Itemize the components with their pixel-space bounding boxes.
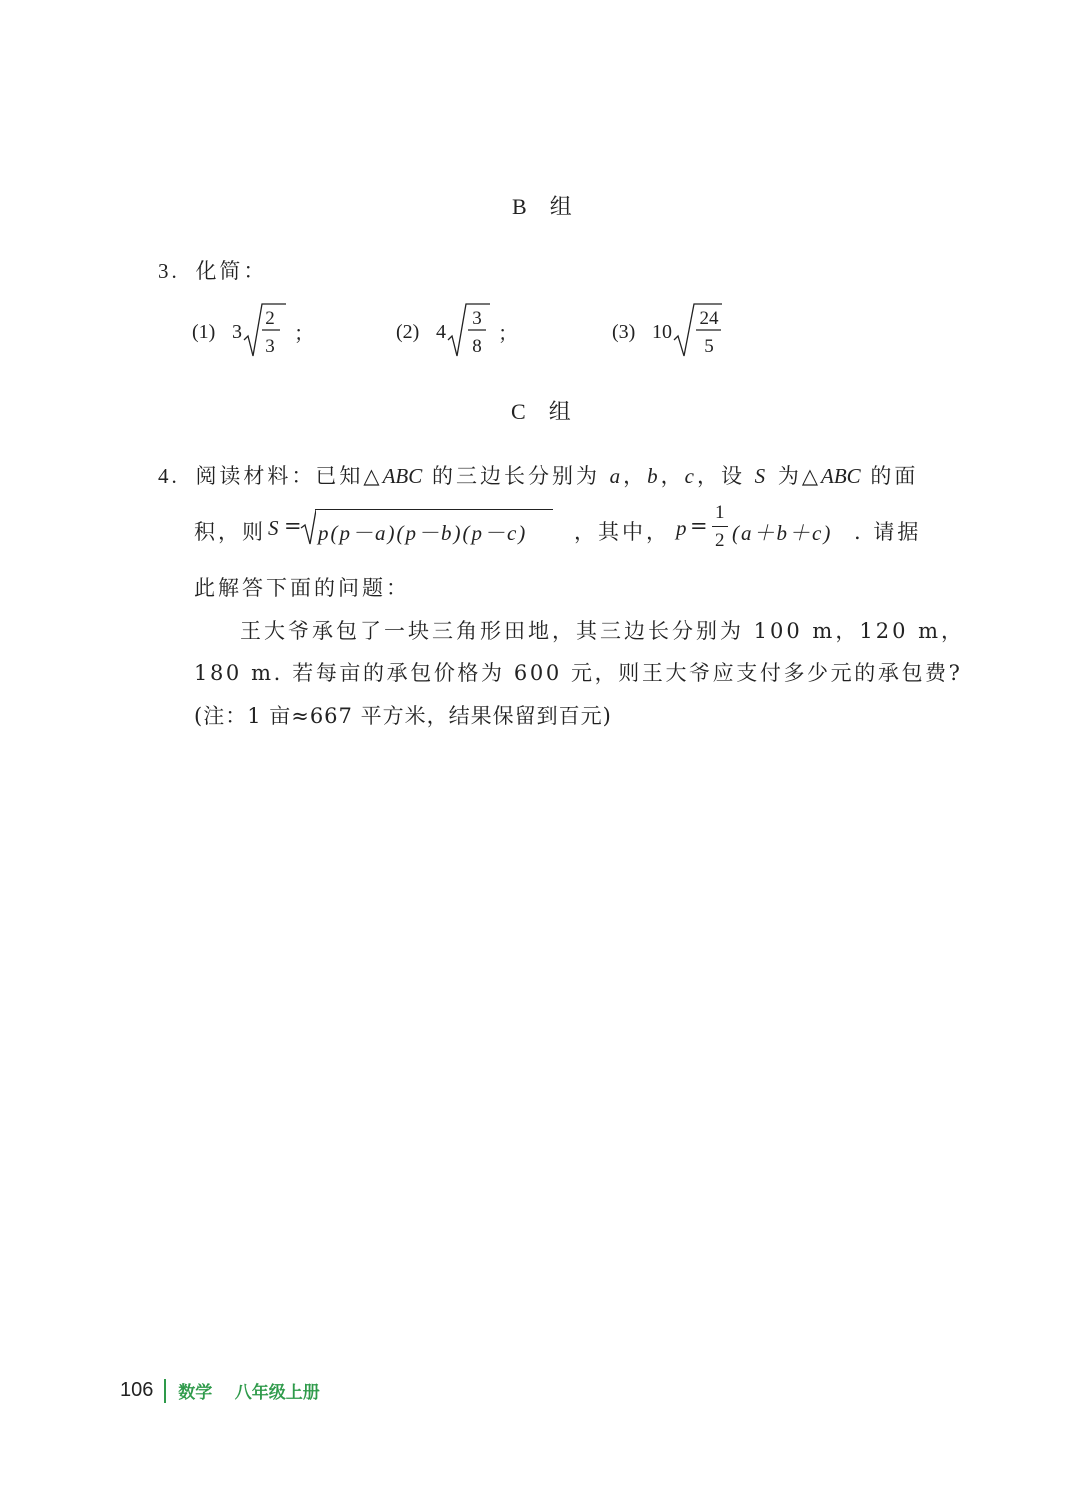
half-fraction-bar: [712, 526, 728, 527]
half-numerator: 1: [715, 502, 728, 523]
item-3-denominator: 5: [704, 336, 714, 357]
line-1-text-c: 的三边长分别为: [431, 464, 600, 488]
section-b-heading: [512, 190, 574, 221]
triangle-name-1: ABC: [382, 464, 423, 488]
equals-sign-2: =: [690, 514, 711, 538]
problem-4-line-1: [158, 460, 918, 490]
line-1-text-f: 的面: [870, 464, 919, 488]
section-c-title: 组: [548, 400, 573, 425]
heron-radical-sign: [300, 508, 316, 548]
line-1-text-a: 阅读材料：已知△: [195, 464, 383, 488]
comma-1: ，: [623, 464, 648, 488]
sum-expression: (a＋b＋c): [732, 521, 833, 545]
item-1-end: ；: [294, 323, 314, 345]
problem-3-prompt: 化简：: [195, 259, 268, 283]
var-c: c: [684, 464, 697, 488]
problem-4-paragraph-2: 180 m. 若每亩的承包价格为 600 元，则王大爷应支付多少元的承包费?: [194, 661, 963, 685]
item-2-denominator: 8: [472, 336, 482, 357]
var-b: b: [647, 464, 661, 488]
item-3-coef: 10: [652, 321, 672, 343]
page-number: 106: [120, 1379, 154, 1401]
comma-3: ，: [696, 464, 721, 488]
item-2-end: ；: [498, 323, 518, 345]
footer-subject: 数学: [178, 1383, 213, 1402]
line-1-text-d: 设: [720, 464, 745, 488]
half-denominator: 2: [715, 530, 728, 551]
line-1-text-e: 为△: [777, 464, 821, 488]
problem-3-item-1: [190, 300, 330, 362]
footer-book: 八年级上册: [234, 1383, 320, 1402]
footer-divider: [164, 1379, 166, 1403]
equals-sign-1: =: [284, 514, 305, 538]
problem-4-line-2: [194, 500, 934, 560]
line-2-text-c: . 请据: [854, 520, 922, 544]
heron-radical-overline: [315, 509, 553, 510]
problem-3-item-3: [610, 300, 740, 362]
formula-var-s: S: [268, 516, 282, 540]
item-2-tag: (2): [396, 321, 420, 343]
section-b-title: 组: [549, 195, 574, 220]
page-footer: [120, 1378, 320, 1403]
item-2-numerator: 3: [472, 308, 482, 329]
item-1-coef: 3: [232, 321, 242, 343]
problem-4-line-3: 此解答下面的问题：: [194, 576, 410, 600]
item-3-tag: (3): [612, 321, 636, 343]
section-c-label: C: [511, 399, 528, 424]
formula-var-p: p: [676, 516, 690, 540]
triangle-name-2: ABC: [821, 464, 861, 488]
problem-4-paragraph-3: (注：1 亩≈667 平方米，结果保留到百元): [194, 704, 612, 728]
problem-4-paragraph-1: 王大爷承包了一块三角形田地，其三边长分别为 100 m，120 m，: [240, 619, 966, 643]
item-2-coef: 4: [436, 321, 446, 343]
item-1-tag: (1): [192, 321, 216, 343]
item-1-denominator: 3: [265, 336, 275, 357]
comma-2: ，: [660, 464, 685, 488]
section-c-heading: [511, 395, 573, 426]
section-b-label: B: [512, 194, 529, 219]
var-a: a: [609, 464, 624, 488]
line-2-text-b: ，其中，: [574, 520, 670, 544]
problem-3-number: 3.: [158, 259, 180, 283]
var-s: S: [754, 464, 769, 488]
problem-3-header: [158, 255, 267, 285]
line-2-text-a: 积，则: [194, 520, 266, 544]
heron-radicand: p(p－a)(p－b)(p－c): [318, 521, 528, 545]
item-1-numerator: 2: [265, 308, 275, 329]
item-3-numerator: 24: [699, 308, 719, 329]
problem-4-number: 4.: [158, 464, 180, 488]
problem-3-item-2: [394, 300, 534, 362]
